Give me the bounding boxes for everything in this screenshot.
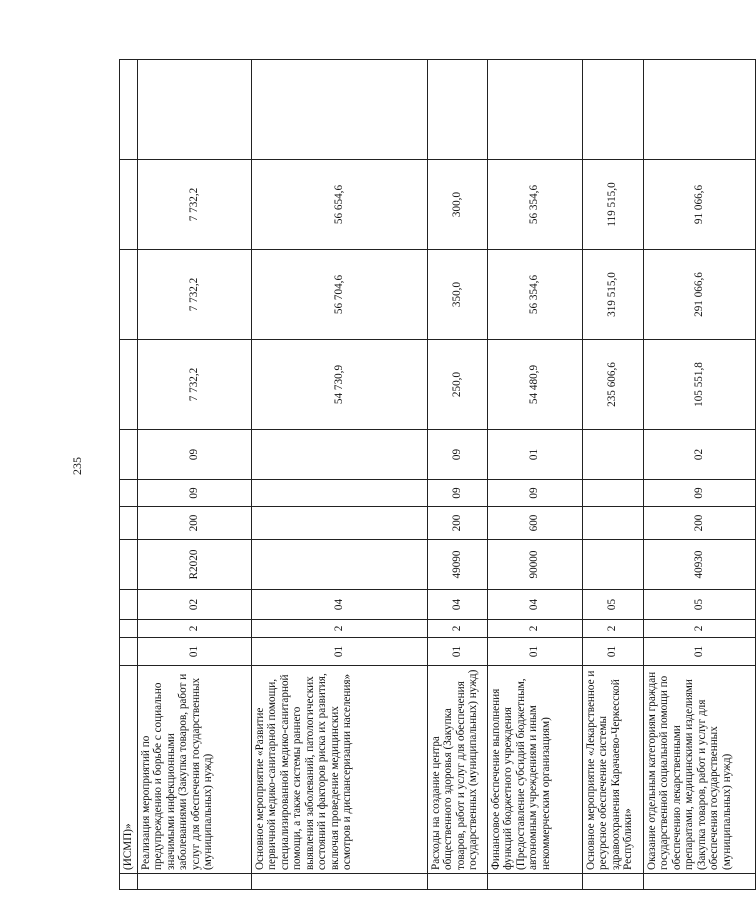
row-name: Оказание отдельным категориям граждан государственной социальной помощи по обеспечению лекарственными препаратами, медицинскими изделиями (Закупка товаров, работ и услуг для обеспечения государственных (муниципальных) нужд) bbox=[643, 666, 755, 874]
code-direction bbox=[251, 540, 427, 590]
table-row bbox=[251, 60, 427, 890]
code-subsection: 01 bbox=[487, 430, 582, 480]
code-expense-type: 600 bbox=[487, 507, 582, 540]
row-name: (ИСМП)» bbox=[120, 666, 138, 874]
code-program: 01 bbox=[643, 638, 755, 666]
code-subprogram: 2 bbox=[582, 620, 643, 638]
code-subsection: 09 bbox=[137, 430, 251, 480]
row-name: Основное мероприятие «Развитие первичной медико-санитарной помощи, специализированной медико-санитарной помощи, а также системы раннего выявления заболеваний, патологических состояний и факторов риска их развития, включая проведение медицинских осмотров и диспансеризации населения» bbox=[251, 666, 427, 874]
rotated-table-wrapper bbox=[119, 60, 733, 890]
row-name: Расходы на создание центра общественного здоровья (Закупка товаров, работ и услуг для обеспечения государственных (муниципальных) нужд) bbox=[427, 666, 487, 874]
table-row bbox=[120, 60, 138, 890]
code-program: 01 bbox=[251, 638, 427, 666]
amount-year-2: 7 732,2 bbox=[137, 250, 251, 340]
code-subprogram: 2 bbox=[251, 620, 427, 638]
code-section: 09 bbox=[487, 480, 582, 507]
code-direction: 90000 bbox=[487, 540, 582, 590]
table-row bbox=[487, 60, 582, 890]
row-name: Финансовое обеспечение выполнения функций бюджетного учреждения (Предоставление субсидий бюджетным, автономным учреждениям и иным некоммерческим организациям) bbox=[487, 666, 582, 874]
code-program: 01 bbox=[487, 638, 582, 666]
code-event: 05 bbox=[582, 590, 643, 620]
amount-year-3: 91 066,6 bbox=[643, 160, 755, 250]
code-direction: 40930 bbox=[643, 540, 755, 590]
code-event: 04 bbox=[427, 590, 487, 620]
code-program: 01 bbox=[427, 638, 487, 666]
code-subprogram: 2 bbox=[427, 620, 487, 638]
table-row bbox=[427, 60, 487, 890]
code-event: 02 bbox=[137, 590, 251, 620]
amount-year-2: 56 704,6 bbox=[251, 250, 427, 340]
amount-year-1: 235 606,6 bbox=[582, 340, 643, 430]
table-row bbox=[582, 60, 643, 890]
code-subsection: 09 bbox=[427, 430, 487, 480]
code-subprogram: 2 bbox=[643, 620, 755, 638]
code-section bbox=[582, 480, 643, 507]
code-section: 09 bbox=[643, 480, 755, 507]
code-expense-type bbox=[251, 507, 427, 540]
amount-year-2: 350,0 bbox=[427, 250, 487, 340]
code-event: 04 bbox=[251, 590, 427, 620]
amount-year-3: 7 732,2 bbox=[137, 160, 251, 250]
amount-year-3: 119 515,0 bbox=[582, 160, 643, 250]
code-subsection bbox=[582, 430, 643, 480]
amount-year-3: 56 354,6 bbox=[487, 160, 582, 250]
code-subsection: 02 bbox=[643, 430, 755, 480]
code-expense-type: 200 bbox=[643, 507, 755, 540]
amount-year-3: 300,0 bbox=[427, 160, 487, 250]
code-event: 04 bbox=[487, 590, 582, 620]
row-name: Основное мероприятие «Лекарственное и ресурсное обеспечение системы здравоохранения Карачаево-Черкесской Республики» bbox=[582, 666, 643, 874]
code-program: 01 bbox=[137, 638, 251, 666]
amount-year-2: 319 515,0 bbox=[582, 250, 643, 340]
amount-year-2: 291 066,6 bbox=[643, 250, 755, 340]
page-number: 235 bbox=[70, 457, 84, 475]
code-expense-type bbox=[582, 507, 643, 540]
code-expense-type: 200 bbox=[137, 507, 251, 540]
code-direction: R2020 bbox=[137, 540, 251, 590]
amount-year-1: 54 480,9 bbox=[487, 340, 582, 430]
code-direction: 49090 bbox=[427, 540, 487, 590]
code-event: 05 bbox=[643, 590, 755, 620]
amount-year-2: 56 354,6 bbox=[487, 250, 582, 340]
table-row bbox=[137, 60, 251, 890]
table-row bbox=[643, 60, 755, 890]
code-section bbox=[251, 480, 427, 507]
amount-year-1: 105 551,8 bbox=[643, 340, 755, 430]
budget-table bbox=[119, 59, 756, 890]
amount-year-3: 56 654,6 bbox=[251, 160, 427, 250]
code-section: 09 bbox=[427, 480, 487, 507]
row-name: Реализация мероприятий по предупреждению и борьбе с социально значимыми инфекционными заболеваниями (Закупка товаров, работ и услуг для обеспечения государственных (муниципальных) нужд) bbox=[137, 666, 251, 874]
code-section: 09 bbox=[137, 480, 251, 507]
code-subprogram: 2 bbox=[137, 620, 251, 638]
amount-year-1: 54 730,9 bbox=[251, 340, 427, 430]
code-direction bbox=[582, 540, 643, 590]
amount-year-1: 250,0 bbox=[427, 340, 487, 430]
amount-year-1: 7 732,2 bbox=[137, 340, 251, 430]
code-subsection bbox=[251, 430, 427, 480]
code-expense-type: 200 bbox=[427, 507, 487, 540]
code-program: 01 bbox=[582, 638, 643, 666]
code-subprogram: 2 bbox=[487, 620, 582, 638]
